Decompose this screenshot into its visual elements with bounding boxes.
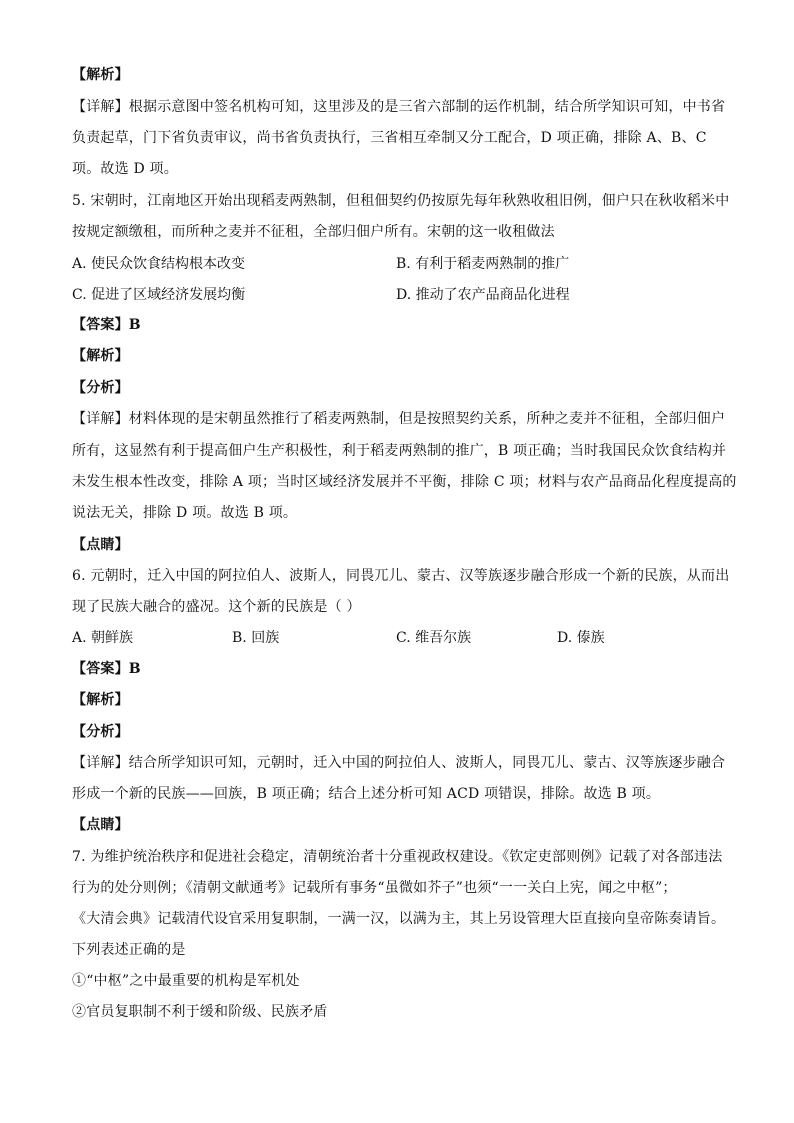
q6-option-d: D. 傣族 <box>557 630 605 646</box>
q7-stem-line-4: 下列表述正确的是 <box>72 942 186 958</box>
q6-jiexi-label: 【解析】 <box>72 692 129 708</box>
q4-xiangjie-line-3: 项。故选 D 项。 <box>72 161 178 177</box>
q5-xiangjie-line-3: 未发生根本性改变，排除 A 项；当时区域经济发展并不平衡，排除 C 项；材料与农产品商品化程度提高的 <box>72 474 737 490</box>
q5-xiangjie-line-4: 说法无关，排除 D 项。故选 B 项。 <box>72 505 298 521</box>
q7-stem-line-2: 行为的处分则例；《清朝文献通考》记载所有事务“虽微如芥子”也须“一一关白上宪，闻之中枢”； <box>72 880 677 896</box>
q5-stem-line-2: 按规定额缴租，而所种之麦并不征租，全部归佃户所有。宋朝的这一收租做法 <box>72 224 555 240</box>
q5-option-d: D. 推动了农产品商品化进程 <box>396 287 570 303</box>
q6-stem-line-2: 现了民族大融合的盛况。这个新的民族是（ ） <box>72 599 361 615</box>
q6-option-c: C. 维吾尔族 <box>396 630 472 646</box>
q6-option-b: B. 回族 <box>232 630 280 646</box>
q5-dianjing-label: 【点睛】 <box>72 537 129 553</box>
q6-option-a: A. 朝鲜族 <box>72 630 134 646</box>
q5-answer: 【答案】B <box>72 317 141 333</box>
q5-xiangjie-line-1: 【详解】材料体现的是宋朝虽然推行了稻麦两熟制，但是按照契约关系，所种之麦并不征租，全部归佃户 <box>72 411 726 427</box>
q7-stem-line-3: 《大清会典》记载清代设官采用复职制，一满一汉，以满为主，其上另设管理大臣直接向皇帝陈奏请旨。 <box>72 911 726 927</box>
q5-fenxi-label: 【分析】 <box>72 380 129 396</box>
q5-jiexi-label: 【解析】 <box>72 348 129 364</box>
q6-fenxi-label: 【分析】 <box>72 724 129 740</box>
q4-xiangjie-line-1: 【详解】根据示意图中签名机构可知，这里涉及的是三省六部制的运作机制，结合所学知识可知，中书省 <box>72 99 726 115</box>
q7-item-2: ②官员复职制不利于缓和阶级、民族矛盾 <box>72 1004 328 1020</box>
q5-xiangjie-line-2: 所有，这显然有利于提高佃户生产积极性，利于稻麦两熟制的推广，B 项正确；当时我国民众饮食结构并 <box>72 443 727 459</box>
q4-xiangjie-line-2: 负责起草，门下省负责审议，尚书省负责执行，三省相互牵制又分工配合，D 项正确，排除 A、B、C <box>72 130 707 146</box>
q5-option-c: C. 促进了区域经济发展均衡 <box>72 287 246 303</box>
q5-stem-line-1: 5. 宋朝时，江南地区开始出现稻麦两熟制，但租佃契约仍按原先每年秋熟收租旧例，佃户只在秋收稻米中 <box>72 193 730 209</box>
q5-option-a: A. 使民众饮食结构根本改变 <box>72 256 246 272</box>
q6-xiangjie-line-2: 形成一个新的民族——回族，B 项正确；结合上述分析可知 ACD 项错误，排除。故选 B 项。 <box>72 786 661 802</box>
q6-stem-line-1: 6. 元朝时，迁入中国的阿拉伯人、波斯人，同畏兀儿、蒙古、汉等族逐步融合形成一个新的民族，从而出 <box>72 568 730 584</box>
q6-answer: 【答案】B <box>72 661 141 677</box>
q6-xiangjie-line-1: 【详解】结合所学知识可知，元朝时，迁入中国的阿拉伯人、波斯人，同畏兀儿、蒙古、汉等族逐步融合 <box>72 755 726 771</box>
q7-item-1: ①“中枢”之中最重要的机构是军机处 <box>72 973 300 989</box>
q5-option-b: B. 有利于稻麦两熟制的推广 <box>396 256 570 272</box>
q4-jiexi-label: 【解析】 <box>72 67 129 83</box>
q6-dianjing-label: 【点睛】 <box>72 817 129 833</box>
q7-stem-line-1: 7. 为维护统治秩序和促进社会稳定，清朝统治者十分重视政权建设。《钦定吏部则例》记载了对各部违法 <box>72 849 723 865</box>
